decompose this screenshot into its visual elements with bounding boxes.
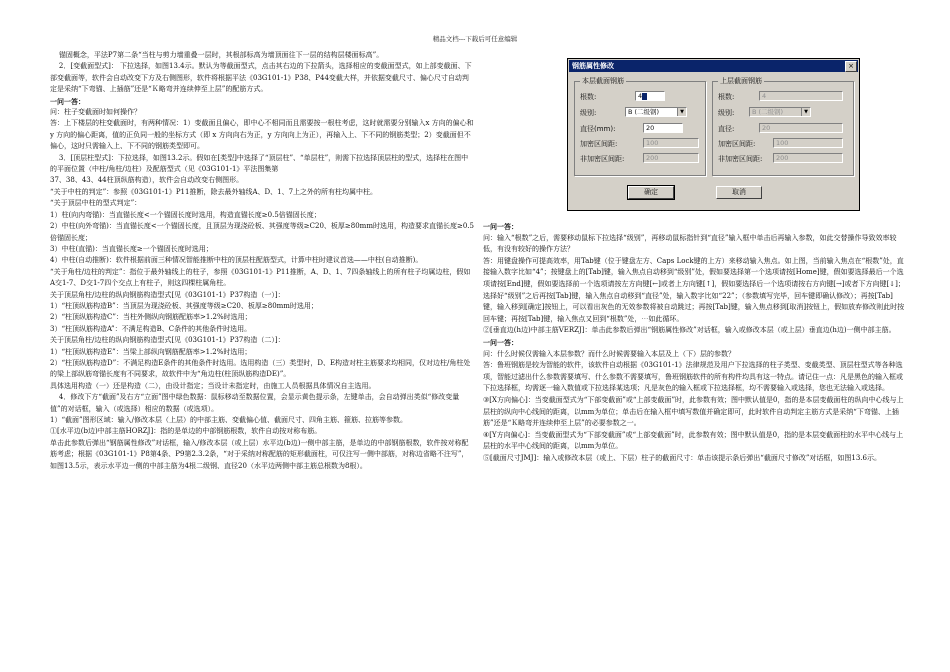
- add-spacing-label: 加密区间距:: [580, 140, 618, 148]
- grade-label: 级别:: [718, 109, 735, 117]
- lower-group-title: 本层截面钢筋: [582, 77, 624, 85]
- dialog-titlebar: [569, 60, 858, 72]
- left-column: [50, 50, 475, 472]
- paragraph: 问：柱子变截面时如何操作？: [50, 108, 141, 117]
- qa-heading: 一问一答：: [483, 222, 518, 231]
- paragraph: 问：输入“根数”之后，需要移动鼠标下拉选择“级别”，再移动鼠标指针到“直径”输入框中单击后再输入参数，如此交替操作导致效率较低，有没有较好的操作方法？: [483, 233, 897, 254]
- right-column: [483, 221, 905, 464]
- ok-button[interactable]: 确定: [628, 186, 674, 199]
- paragraph: 3）中柱(直锚)：当直锚长度≥一个锚固长度时选用；: [50, 244, 213, 253]
- chevron-down-icon: ▼: [801, 108, 810, 116]
- paragraph: 单击此参数后弹出“钢筋属性修改”对话框，输入/修改本层（或上层）水平边(b边)一侧中部主筋，是单边的中部钢筋根数，软件按对称配筋考虑；根据《03G101-1》P8第4条、P9第2.3.2条，“对于采纳对称配筋的矩形截面柱，可仅注写一侧中部筋，对称边省略不注写”，如图13.5示，表示水平边一侧的中部主筋为4根二级钢、直径20（水平边两侧中部主筋总根数为8根）。: [50, 438, 469, 470]
- paragraph: 3）“柱顶纵筋构造A”：不满足构造B、C条件的其他条件时选用。: [50, 324, 252, 333]
- qa-heading: 一问一答：: [483, 337, 518, 347]
- paragraph: 问：什么时候仅需输入本层参数？而什么时候需要输入本层及上（下）层的参数？: [483, 349, 735, 358]
- paragraph: ②[垂直边(h边)中部主筋VERZJ]：单击此参数后弹出“钢筋属性修改”对话框，输入或修改本层（或上层）垂直边(h边)一侧中部主筋。: [483, 326, 896, 335]
- paragraph: ①[水平边(b边)中部主筋HORZJ]：指的是单边的中部钢筋根数，软件自动按对称布筋。: [50, 427, 322, 436]
- upper-add-spacing-input: 100: [773, 138, 843, 148]
- paragraph: 2）中柱(向外弯锚)：当直锚长度<一个锚固长度，且顶层为现浇砼板、其强度等级≥C20、板厚≥80mm时选用，构造要求直锚长度≥0.5倍锚固长度；: [50, 222, 474, 242]
- paragraph: 1）“截面”图形区域：输入/修改本层（上层）的中部主筋、变截偏心值、截面尺寸、四角主筋、箍筋、拉筋等参数。: [50, 416, 407, 424]
- paragraph: 答：鲁班钢筋是较为智能的软件，该软件自动根据《03G101-1》法律规范及用户下拉选择的柱子类型、变截类型、顶层柱型式等各种选项，智能过滤出什么参数需要填写、什么参数不需要填写，鲁班钢筋软件的所有构件均具有这一特点。请记住一点：凡是黑色的输入框或下拉选择框，均需逐一输入数值或下拉选择某选项；凡是灰色的输入框或下拉选择框，均不需要输入或选择，您也无法输入或选择。: [483, 361, 903, 393]
- paragraph: 2．[变截面型式]： 下拉选择，如图13.4示。默认为等截面型式，点击其右边的下拉箭头，选择相应的变截面型式，如上部变截面、下部变截面等，软件会自动改变下方及右侧图形，软件将根据平法《03G101-1》P38、P44变截大样，并依据变截尺寸、偏心尺寸自动判定是采纳“下弯锚、上插筋”还是“Ｋ略弯并连续伸至上层”的配筋方式。: [50, 62, 472, 94]
- close-button[interactable]: ×: [845, 61, 857, 72]
- text-cursor: [642, 93, 647, 100]
- lower-grade-select[interactable]: B (二级钢) ▼: [625, 107, 687, 117]
- lower-add-spacing-input: 100: [643, 138, 699, 148]
- upper-non-add-spacing-input: 200: [773, 153, 843, 163]
- paragraph: 锚固概念，平法P7第二条“当柱与剪力墙重叠一层时，其根部标高为墙顶面往下一层的结构层楼面标高”。: [50, 51, 384, 59]
- count-label: 根数:: [580, 93, 597, 101]
- non-add-spacing-label: 非加密区间距:: [718, 155, 763, 163]
- cancel-button[interactable]: 取消: [716, 186, 762, 199]
- paragraph: 37、38、43、44柱顶纵筋构造），软件会自动改变右侧图形。: [50, 176, 244, 185]
- upper-diameter-input: 20: [759, 123, 843, 133]
- page-header: 精品文档---下载后可任意编辑: [432, 35, 518, 43]
- lower-rebar-group: [574, 77, 706, 176]
- diameter-label: 直径:: [718, 125, 735, 133]
- paragraph: 2）“柱顶纵筋构造D”：不满足构造E条件的其他条件时选用。选用构造（三）类型时，D、E构造对柱主筋要求均相同，仅对边柱/角柱处的梁上部纵筋弯锚长度有不同要求，故软件中为“角边柱(柱顶纵筋构造DE)”。: [50, 358, 471, 379]
- paragraph: 关于顶层角柱/边柱的纵向钢筋构造型式[见《03G101-1》P37构造（一）]：: [50, 290, 285, 299]
- paragraph: ⑤[截面尺寸JMJ]：输入或修改本层（或上、下层）柱子的截面尺寸：单击该提示条后弹出“截面尺寸修改”对话框，如图13.6示。: [483, 453, 881, 462]
- grade-label: 级别:: [580, 109, 597, 117]
- rebar-property-dialog: [567, 58, 860, 211]
- paragraph: 4）中柱(自动推断)：软件根据前面三种情况智能推断中柱的顶层柱配筋型式，计算中柱时建议首选——中柱(自动推断)。: [50, 256, 423, 265]
- diameter-label: 直径(mm):: [580, 125, 616, 133]
- upper-count-input: 4: [759, 91, 843, 101]
- paragraph: 关于顶层角柱/边柱的纵向钢筋构造型式[见《03G101-1》P37构造（二）]：: [50, 336, 285, 345]
- paragraph: 1）柱(向内弯锚)：当直锚长度<一个锚固长度时选用，构造直锚长度≥0.5倍锚固长度；: [50, 210, 321, 219]
- paragraph: 1）“柱顶纵筋构造B”：当顶层为现浇砼板、其强度等级≥C20、板厚≥80mm时选用；: [50, 301, 318, 310]
- paragraph: 3．[顶层柱型式]：下拉选择，如图13.2示。假如在[类型]中选择了“顶层柱”、“单层柱”，则需下拉选择顶层柱的型式，选择柱在图中的平面位置（中柱/角柱/边柱）及配筋型式（见《03G101-1》平法图集第: [50, 153, 469, 174]
- paragraph: 1）“柱顶纵筋构造E”：当梁上部纵向钢筋配筋率>1.2%时选用；: [50, 347, 252, 356]
- lower-diameter-input[interactable]: 20: [643, 123, 683, 133]
- lower-count-input[interactable]: 4: [635, 91, 665, 101]
- upper-group-title: 上层截面钢筋: [720, 77, 762, 85]
- non-add-spacing-label: 非加密区间距:: [580, 155, 625, 163]
- lower-non-add-spacing-input: 200: [643, 153, 699, 163]
- upper-rebar-group: [712, 77, 854, 176]
- add-spacing-label: 加密区间距:: [718, 140, 756, 148]
- paragraph: ④[Y方向偏心]：当变截面型式为“下部变截面”或“上部变截面”时，此参数有效；图中默认值是0，指的是本层变截面柱的水平中心线与上层柱的水平中心线间的距离，以mm为单位。: [483, 430, 904, 451]
- count-label: 根数:: [718, 93, 735, 101]
- paragraph: “关于顶层中柱的型式判定”：: [50, 199, 142, 208]
- upper-grade-select: B (二级钢) ▼: [749, 107, 811, 117]
- paragraph: 4．修改下方“截面”及右方“立面”图中绿色数据：鼠标移动至数据位置，会显示黄色提示条，左键单击，会自动弹出类似“修改变量值”的对话框，输入（或选择）相应的数据（或选项）。: [50, 393, 460, 413]
- dialog-title: 钢筋属性修改: [572, 62, 614, 70]
- paragraph: “关于角柱/边柱的判定”：指位于最外轴线上的柱子，参照《03G101-1》P11推断，A、D、1、7四条轴线上的所有柱子均属边柱，假如A交1-7、D交1-7四个交点上有柱子，则这四棵柱属角柱。: [50, 267, 471, 288]
- paragraph: 答：用键盘操作可提高效率，用Tab键（位于键盘左方、Caps Lock键的上方）来移动输入焦点。如上图，当前输入焦点在“根数”处，直接输入数字比如“4”；按键盘上的[Tab]键，输入焦点自动移到“级别”处，假如要选择第一个选项请按[Home]键，假如要选择最后一个选项请按[End]键，假如要选择前一个选项请按左方向键[←]或者上方向键[↑]，假如要选择后一个选项请按右方向键[→]或者下方向键[↓]；选择好“级别”之后再按[Tab]键，输入焦点自动移到“直径”处，输入数字比如“22”；（参数填写完毕，回车键即确认修改）；再按[Tab]键，输入移到[确定]按钮上，可以看出灰色的无效参数将被自动跳过；再按[Tab]键，输入焦点移到[取消]按钮上，假如放弃修改则此时按回车键；再按[Tab]键，输入焦点又回到“根数”处，⋯如此循环。: [483, 256, 905, 323]
- paragraph: 2）“柱顶纵筋构造C”：当柱外侧纵向钢筋配筋率>1.2%时选用；: [50, 313, 252, 322]
- paragraph: “关于中柱的判定”：参照《03G101-1》P11推断，除去最外轴线A、D、1、7上之外的所有柱均属中柱。: [50, 187, 378, 196]
- chevron-down-icon[interactable]: ▼: [677, 108, 686, 116]
- paragraph: ③[X方向偏心]：当变截面型式为“下部变截面”或“上部变截面”时，此参数有效；图中默认值是0，指的是本层变截面柱的纵向中心线与上层柱的纵向中心线间的距离，以mm为单位；单击后在输入框中填写数值并确定即可，此时软件自动判定主筋方式是采纳“下弯锚、上插筋”还是“Ｋ略弯并连续伸至上层”的必要参数之一。: [483, 395, 904, 428]
- qa-heading: 一问一答：: [50, 96, 85, 106]
- paragraph: 具体选用构造（一）还是构造（二），由设计指定；当设计未指定时，由施工人员根据具体情况自主选用。: [50, 381, 376, 390]
- paragraph: 答：上下楼层的柱变截面时，有两种情况：1）变截面且偏心，即中心不相同而且需要按一根柱考虑，这时就需要分别输入x 方向的偏心和 y 方向的偏心距离，值的正负同一般的坐标方式（即 x 方向向右为正，y 方向向上为正），再输入上、下不同的钢筋类型；2）变截面但不偏心，这时只需输入上、下不同的钢筋类型即可。: [50, 119, 476, 151]
